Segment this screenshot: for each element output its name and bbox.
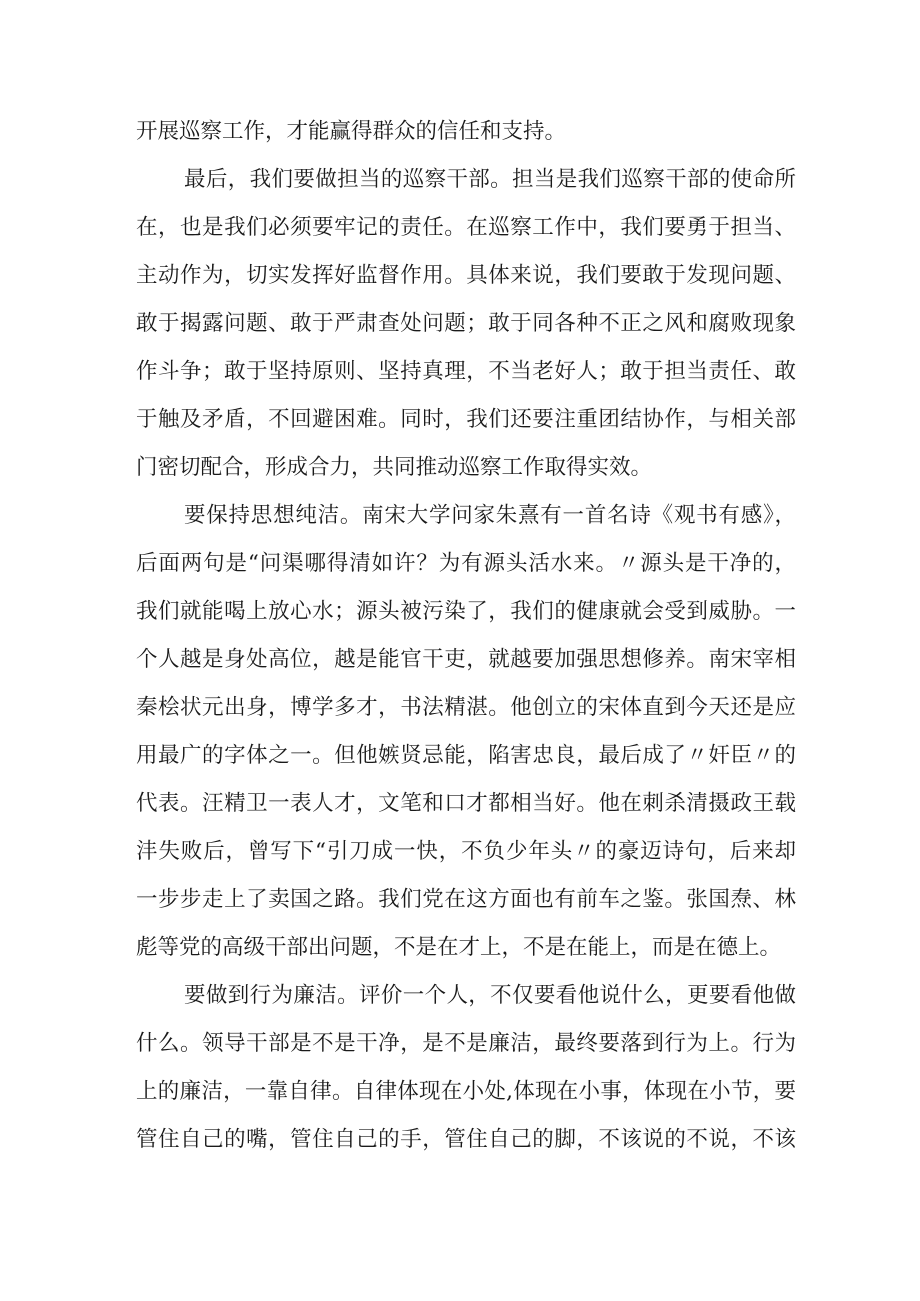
text-line: 个人越是身处高位，越是能官干吏，就越要加强思想修养。南宋宰相 [136,647,796,672]
text-line: 我们就能喝上放心水；源头被污染了，我们的健康就会受到威胁。一 [136,599,796,624]
text-line: 秦桧状元出身，博学多才，书法精湛。他创立的宋体直到今天还是应 [136,695,796,720]
text-line: 在，也是我们必须要牢记的责任。在巡察工作中，我们要勇于担当、 [136,215,796,240]
text-line: 主动作为，切实发挥好监督作用。具体来说，我们要敢于发现问题、 [136,263,796,288]
text-line: 什么。领导干部是不是干净，是不是廉洁，最终要落到行为上。行为 [136,1031,796,1056]
text-line: 沣失败后，曾写下“引刀成一快，不负少年头〃的豪迈诗句，后来却 [136,839,796,864]
text-line: 于触及矛盾，不回避困难。同时，我们还要注重团结协作，与相关部 [136,407,796,432]
text-line: 敢于揭露问题、敢于严肃查处问题；敢于同各种不正之风和腐败现象 [136,311,796,336]
text-line: 门密切配合，形成合力，共同推动巡察工作取得实效。 [136,455,653,480]
text-line: 一步步走上了卖国之路。我们党在这方面也有前车之鉴。张国焘、林 [136,887,796,912]
text-line: 用最广的字体之一。但他嫉贤忌能，陷害忠良，最后成了〃奸臣〃的 [136,743,796,768]
paragraph-first-line: 最后，我们要做担当的巡察干部。担当是我们巡察干部的使命所 [184,167,796,192]
text-line: 上的廉洁，一靠自律。自律体现在小处,体现在小事，体现在小节，要 [136,1079,796,1104]
paragraph-first-line: 要保持思想纯洁。南宋大学问家朱熹有一首名诗《观书有感》， [184,503,796,528]
text-line: 彪等党的高级干部出问题，不是在才上，不是在能上，而是在德上。 [136,935,782,960]
paragraph-first-line: 要做到行为廉洁。评价一个人，不仅要看他说什么，更要看他做 [184,983,796,1008]
text-line: 作斗争；敢于坚持原则、坚持真理，不当老好人；敢于担当责任、敢 [136,359,796,384]
text-line: 开展巡察工作，才能赢得群众的信任和支持。 [136,119,567,144]
text-line: 代表。汪精卫一表人才，文笔和口才都相当好。他在刺杀清摄政王载 [136,791,796,816]
text-line: 后面两句是“问渠哪得清如许？为有源头活水来。〃源头是干净的， [136,551,796,576]
text-line: 管住自己的嘴，管住自己的手，管住自己的脚，不该说的不说，不该 [136,1127,796,1152]
